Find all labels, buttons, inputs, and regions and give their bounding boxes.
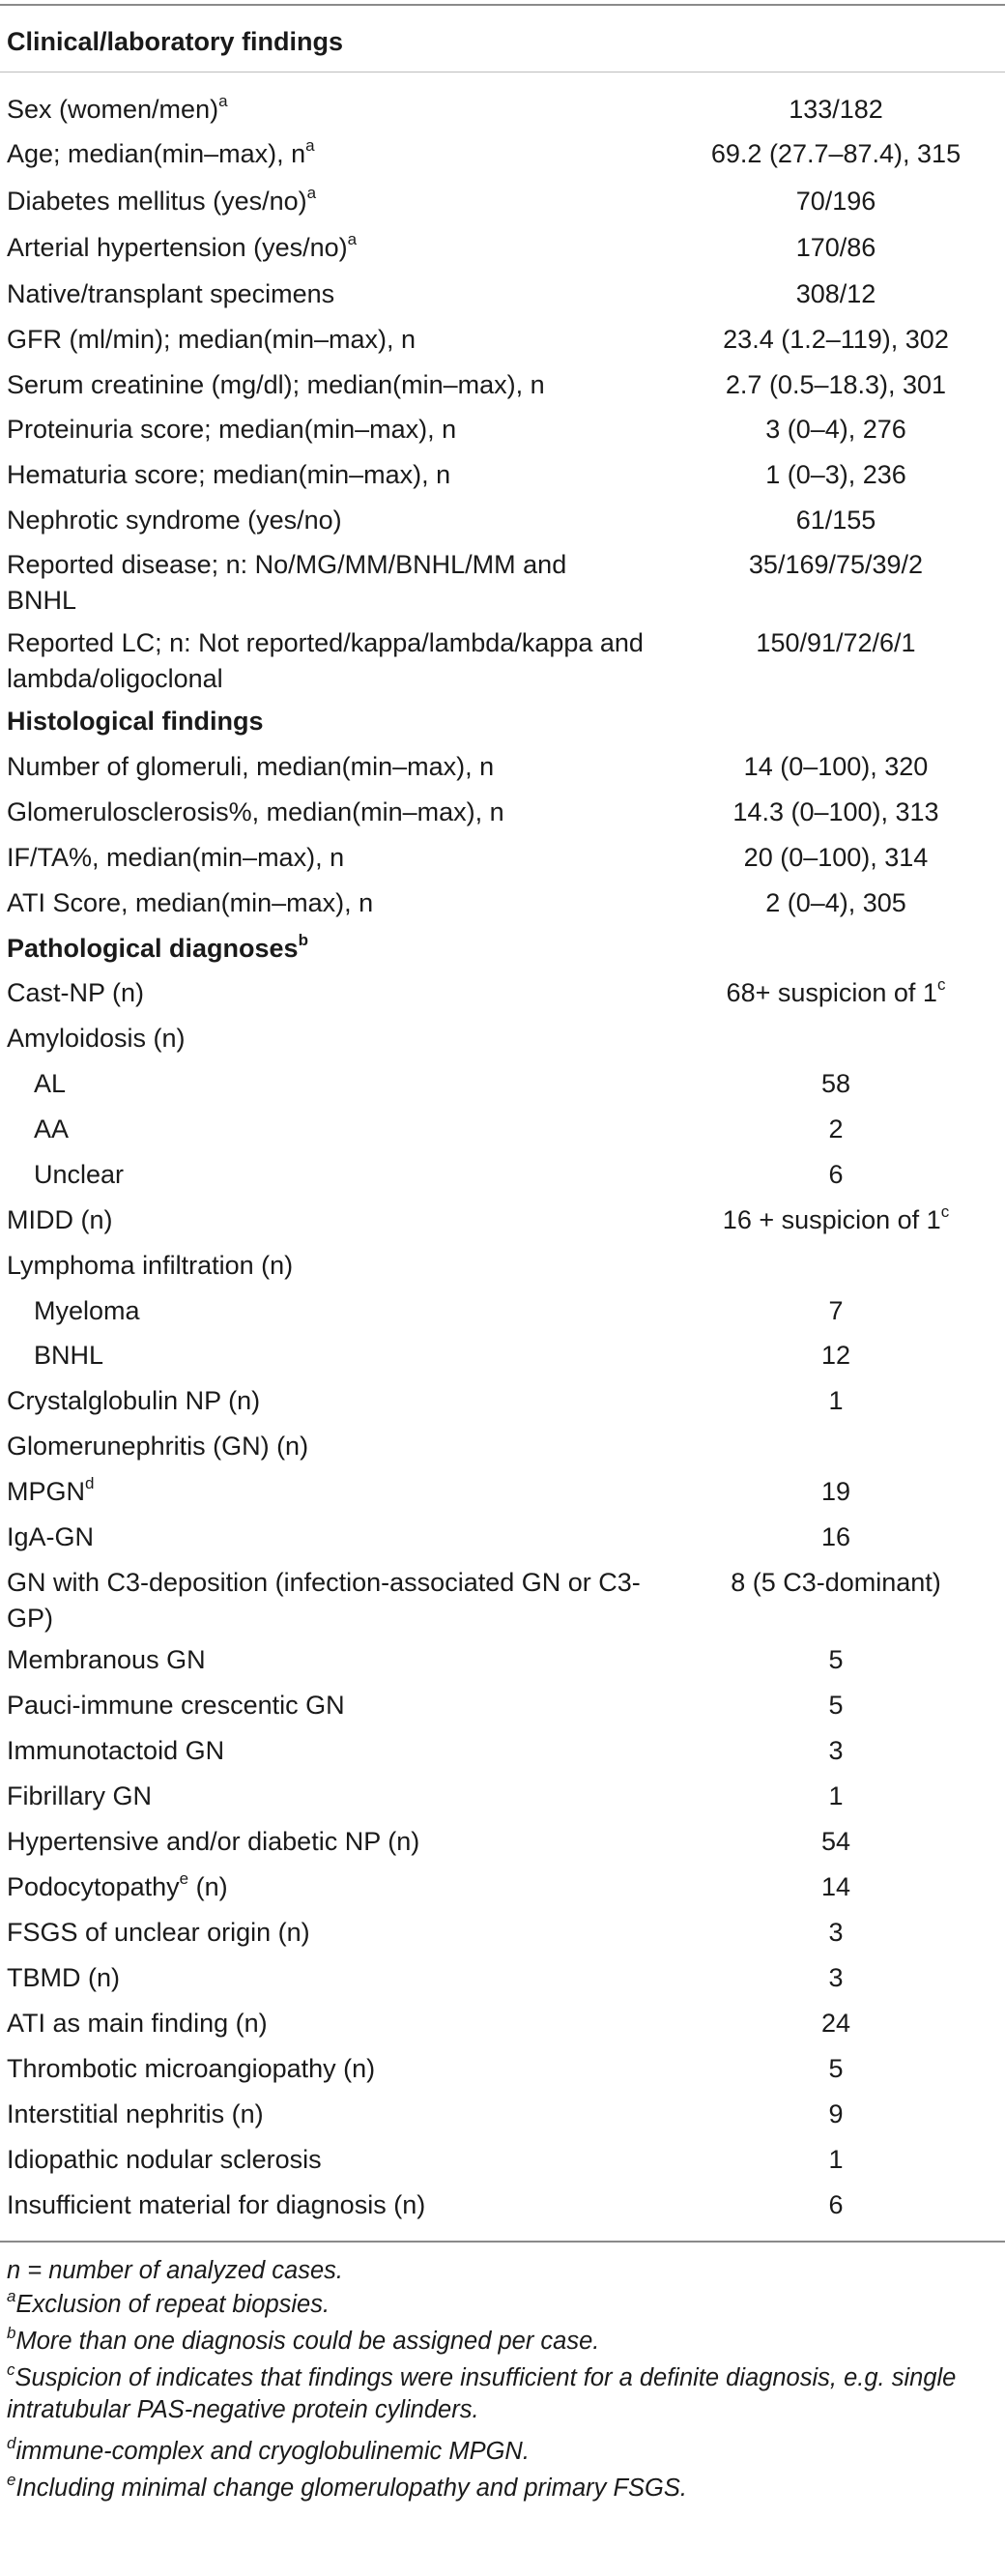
row-value: 19 bbox=[820, 1477, 851, 1506]
row-label: Hematuria score; median(min–max), n bbox=[7, 460, 451, 489]
row-value: 16 + suspicion of 1 bbox=[722, 1205, 941, 1234]
row-label: Nephrotic syndrome (yes/no) bbox=[7, 506, 342, 535]
row-label: Serum creatinine (mg/dl); median(min–max), n bbox=[7, 370, 545, 399]
footnote-mark: e bbox=[179, 1869, 189, 1888]
row-value: 1 bbox=[828, 1386, 844, 1415]
row-label: AA bbox=[34, 1114, 70, 1143]
footnote-mark: a bbox=[305, 136, 315, 155]
row-value: 16 bbox=[820, 1522, 851, 1551]
row-label: Glomerunephritis (GN) (n) bbox=[7, 1432, 309, 1461]
row-value: 308/12 bbox=[795, 279, 876, 308]
row-label: Reported LC; n: Not reported/kappa/lambda/kappa and lambda/oligoclonal bbox=[7, 628, 644, 693]
row-label: Proteinuria score; median(min–max), n bbox=[7, 415, 457, 444]
row-label: Insufficient material for diagnosis (n) bbox=[7, 2190, 426, 2219]
row-value: 6 bbox=[828, 1160, 844, 1189]
row-value: 2.7 (0.5–18.3), 301 bbox=[725, 370, 947, 399]
row-value: 24 bbox=[820, 2009, 851, 2038]
row-value: 14.3 (0–100), 313 bbox=[732, 797, 939, 826]
row-value: 68+ suspicion of 1 bbox=[726, 978, 937, 1007]
row-label: Lymphoma infiltration (n) bbox=[7, 1251, 294, 1280]
row-value: 20 (0–100), 314 bbox=[743, 843, 929, 872]
row-label: Myeloma bbox=[34, 1296, 140, 1325]
row-value: 23.4 (1.2–119), 302 bbox=[723, 325, 949, 354]
row-label: Cast-NP (n) bbox=[7, 978, 145, 1007]
row-value: 1 (0–3), 236 bbox=[765, 460, 906, 489]
row-label: Amyloidosis (n) bbox=[7, 1024, 186, 1053]
row-value: 9 bbox=[828, 2099, 844, 2128]
row-value: 2 (0–4), 305 bbox=[765, 888, 906, 917]
row-value: 8 (5 C3-dominant) bbox=[731, 1568, 941, 1597]
row-label: Thrombotic microangiopathy (n) bbox=[7, 2054, 376, 2083]
row-value: 14 (0–100), 320 bbox=[743, 752, 929, 781]
footnote: $^b$More than one diagnosis could be assigned per case. bbox=[7, 2323, 600, 2355]
footnote: $^d$immune-complex and cryoglobulinemic MPGN. bbox=[7, 2433, 530, 2465]
row-value: 133/182 bbox=[789, 95, 883, 124]
footnote: n = number of analyzed cases. bbox=[7, 2257, 343, 2284]
row-value: 1 bbox=[828, 2145, 844, 2174]
row-value: 170/86 bbox=[795, 233, 876, 262]
row-value: 3 bbox=[828, 1918, 844, 1947]
row-label: IgA-GN bbox=[7, 1522, 95, 1551]
row-value: 5 bbox=[828, 2054, 844, 2083]
footnote-mark: b bbox=[7, 2323, 16, 2342]
row-value: 69.2 (27.7–87.4), 315 bbox=[710, 139, 962, 168]
row-label: BNHL bbox=[34, 1341, 104, 1370]
row-label: Fibrillary GN bbox=[7, 1781, 153, 1810]
row-label: GFR (ml/min); median(min–max), n bbox=[7, 325, 416, 354]
row-value: 54 bbox=[820, 1827, 851, 1856]
row-value: 3 bbox=[828, 1736, 844, 1765]
row-label: AL bbox=[34, 1069, 67, 1098]
footnote-mark: e bbox=[7, 2470, 16, 2489]
row-value: 3 bbox=[828, 1963, 844, 1992]
row-value: 6 bbox=[828, 2190, 844, 2219]
footnote-mark: c bbox=[940, 1202, 950, 1221]
row-label: Sex (women/men) bbox=[7, 95, 219, 124]
row-label: Diabetes mellitus (yes/no) bbox=[7, 187, 307, 216]
row-label: Unclear bbox=[34, 1160, 125, 1189]
row-label: MPGN bbox=[7, 1477, 85, 1506]
row-label: Crystalglobulin NP (n) bbox=[7, 1386, 261, 1415]
row-label: FSGS of unclear origin (n) bbox=[7, 1918, 310, 1947]
footnote-mark: a bbox=[347, 230, 358, 248]
row-value: 1 bbox=[828, 1781, 844, 1810]
row-label: Glomerulosclerosis%, median(min–max), n bbox=[7, 797, 504, 826]
row-value: 7 bbox=[828, 1296, 844, 1325]
footnote-mark: b bbox=[298, 931, 308, 949]
row-value: 14 bbox=[820, 1872, 851, 1901]
row-value: 2 bbox=[828, 1114, 844, 1143]
row-label: Interstitial nephritis (n) bbox=[7, 2099, 264, 2128]
row-label: Pauci-immune crescentic GN bbox=[7, 1691, 345, 1720]
row-value: 35/169/75/39/2 bbox=[748, 550, 924, 579]
table-bottom-rule bbox=[0, 2241, 1005, 2243]
row-label: Idiopathic nodular sclerosis bbox=[7, 2145, 322, 2174]
row-value: 70/196 bbox=[795, 187, 876, 216]
row-value: 58 bbox=[820, 1069, 851, 1098]
footnote-mark: c bbox=[936, 975, 946, 994]
row-label: TBMD (n) bbox=[7, 1963, 120, 1992]
row-value: 12 bbox=[820, 1341, 851, 1370]
row-value: 150/91/72/6/1 bbox=[756, 628, 916, 657]
row-label: MIDD (n) bbox=[7, 1205, 113, 1234]
row-label: ATI Score, median(min–max), n bbox=[7, 888, 374, 917]
row-label: GN with C3-deposition (infection-associated GN or C3-GP) bbox=[7, 1568, 641, 1633]
row-label: ATI as main finding (n) bbox=[7, 2009, 268, 2038]
footnote-mark: a bbox=[306, 184, 317, 202]
footnote-mark: a bbox=[218, 92, 228, 110]
table-top-rule bbox=[0, 4, 1005, 6]
row-label: Immunotactoid GN bbox=[7, 1736, 225, 1765]
row-value: 5 bbox=[828, 1691, 844, 1720]
row-label: Number of glomeruli, median(min–max), n bbox=[7, 752, 495, 781]
row-label-suffix: (n) bbox=[188, 1872, 228, 1901]
row-label: IF/TA%, median(min–max), n bbox=[7, 843, 345, 872]
row-value: 3 (0–4), 276 bbox=[765, 415, 906, 444]
footnote-mark: a bbox=[7, 2286, 16, 2305]
footnote: $^e$Including minimal change glomerulopathy and primary FSGS. bbox=[7, 2470, 687, 2502]
footnote-mark: c bbox=[7, 2359, 15, 2379]
footnote: $^a$Exclusion of repeat biopsies. bbox=[7, 2286, 330, 2318]
row-label: Native/transplant specimens bbox=[7, 279, 335, 308]
row-label: Podocytopathy bbox=[7, 1872, 180, 1901]
row-label: Reported disease; n: No/MG/MM/BNHL/MM and BNHL bbox=[7, 550, 567, 615]
row-label: Membranous GN bbox=[7, 1645, 206, 1674]
row-value: 61/155 bbox=[795, 506, 876, 535]
row-label: Age; median(min–max), n bbox=[7, 139, 306, 168]
footnote-mark: d bbox=[7, 2433, 16, 2452]
row-value: 5 bbox=[828, 1645, 844, 1674]
clinical-findings-table: Clinical/laboratory findings Sex (women/men)$^a$ 133/182 Age; median(min–max), $n^a$ 69.2 (27.7–87.4), 315 Diabetes mellitus $(yes/no)^a$ 70/196 Arterial hypertension $(yes/no)^a$ 170/86 Native/transplant specimens 308/12 GFR (ml/min); median(min–max), n 23.4 (1.2–119), 302 Serum creatinine (mg/dl); median(min–max), n 2.7 (0.5–18.3), 301 Proteinuria score; median(min–max), n 3 (0–4), 276 Hematuria score; median(min–max), n 1 (0–3), 236 Nephrotic syndrome (yes/no) 61/155 Reported disease; n: No/MG/MM/BNHL/MM and BNHL 35/169/75/39/2 Reported LC; n: Not reported/kappa/lambda/kappa and lambda/oligoclonal 150/91/72/6/1 Histological findings Number of glomeruli, median(min–max), n 14 (0–100), 320 Glomerulosclerosis%, median(min–max), n 14.3 (0–100), 313 IF/TA%, median(min–max), n 20 (0–100), 314 ATI Score, median(min–max), n 2 (0–4), 305 Pathological diagnoses$^b$ Cast-NP (n) 68+ suspicion of 1$^c$ Amyloidosis (n) AL 58 AA 2 Unclear 6 MIDD (n) 16 + suspicion of 1$^c$ Lymphoma infiltration (n) Myeloma 7 BNHL 12 Crystalglobulin NP (n) 1 Glomerunephritis (GN) (n) MPGN$^d$ 19 IgA-GN 16 GN with C3-deposition (infection-associated GN or C3-GP) 8 (5 C3-dominant) Membranous GN 5 Pauci-immune crescentic GN 5 Immunotactoid GN 3 Fibrillary GN 1 Hypertensive and/or diabetic NP (n) 54 Podocytopathy$^e$ (n) 14 FSGS of unclear origin (n) 3 TBMD (n) 3 ATI as main finding (n) 24 Thrombotic microangiopathy (n) 5 Interstitial nephritis (n) 9 Idiopathic nodular sclerosis 1 Insufficient material for diagnosis (n) 6 n = number of analyzed cases. $^a$Exclusion of repeat biopsies. $^b$More than one diagnosis could be assigned per case. $^c$Suspicion of indicates that findings were insufficient for a definite diagnosis, e.g. single intratubular PAS-negative protein cylinders. $^d$immune-complex and cryoglobulinemic MPGN. $^e$Including minimal change glomerulopathy and primary FSGS. bbox=[0, 0, 1005, 2576]
row-label: Arterial hypertension (yes/no) bbox=[7, 233, 348, 262]
footnote: $^c$Suspicion of indicates that findings were insufficient for a definite diagnosis, e.g. single intratubular PAS-negative protein cylinders. bbox=[7, 2359, 957, 2423]
footnote-mark: d bbox=[85, 1474, 95, 1492]
row-label: Hypertensive and/or diabetic NP (n) bbox=[7, 1827, 420, 1856]
